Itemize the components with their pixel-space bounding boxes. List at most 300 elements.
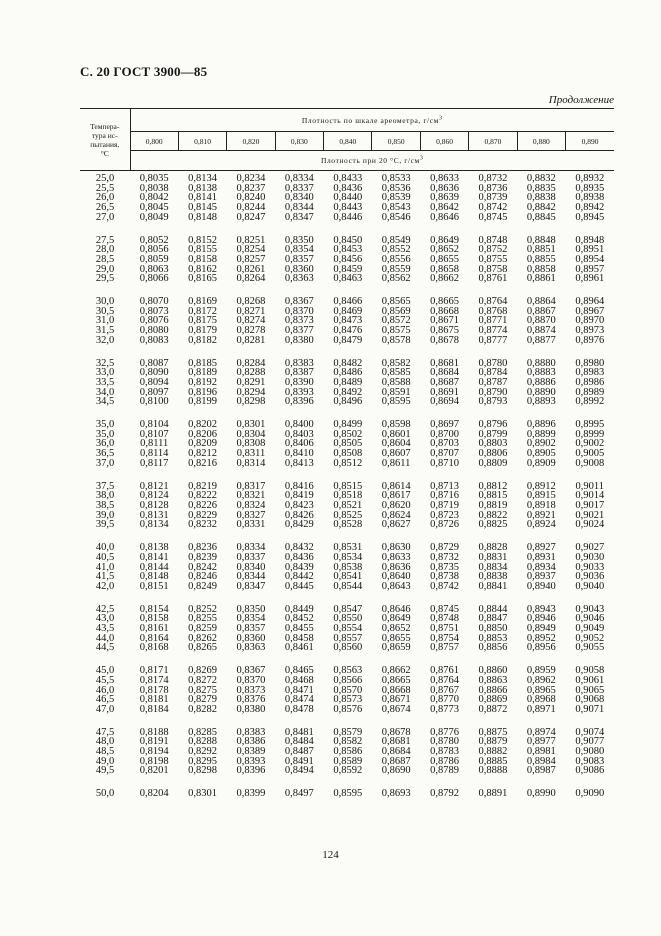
- density-cell: 0,8764: [430, 674, 459, 686]
- table-body: [80, 171, 614, 799]
- table-row: [80, 336, 614, 346]
- density-cell: 0,8489: [333, 376, 363, 388]
- density-cell: 0,8745: [430, 603, 459, 615]
- density-cell: 0,8347: [284, 211, 314, 223]
- density-cell: 0,8761: [478, 273, 508, 285]
- density-cell: 0,8687: [430, 376, 459, 388]
- density-cell: 0,8413: [284, 457, 314, 469]
- density-cell: 0,8496: [333, 396, 363, 408]
- density-cell: 0,8497: [284, 788, 314, 800]
- density-cell: 0,8128: [139, 499, 169, 511]
- density-cell: 0,8295: [188, 755, 218, 767]
- density-cell: 0,8274: [236, 315, 266, 327]
- density-cell: 0,8860: [478, 665, 508, 677]
- density-cell: 0,8419: [284, 490, 314, 502]
- temperature-cell: 40,0: [95, 542, 115, 554]
- density-cell: 0,8399: [236, 788, 266, 800]
- density-cell: 0,8872: [478, 703, 508, 715]
- density-cell: 0,8486: [333, 367, 363, 379]
- density-cell: 0,8473: [333, 315, 363, 327]
- temperature-cell: 33,5: [95, 376, 115, 388]
- density-cell: 0,8383: [236, 726, 266, 738]
- density-cell: 0,8154: [139, 603, 169, 615]
- density-cell: 0,8271: [236, 305, 266, 317]
- density-cell: 0,8748: [478, 234, 508, 246]
- temperature-cell: 48,0: [95, 736, 115, 748]
- density-cell: 0,8646: [430, 211, 459, 223]
- density-cell: 0,8643: [381, 580, 411, 592]
- density-cell: 0,8665: [430, 296, 459, 308]
- density-cell: 0,8671: [430, 315, 459, 327]
- density-cell: 0,8620: [381, 499, 411, 511]
- density-cell: 0,8684: [430, 367, 459, 379]
- temperature-cell: 39,5: [95, 519, 115, 531]
- density-cell: 0,8576: [333, 703, 363, 715]
- scale-column-header: 0,870: [469, 132, 517, 151]
- density-cell: 0,9036: [575, 571, 605, 583]
- scale-column-header: 0,890: [566, 132, 614, 151]
- group-spacer: [80, 592, 614, 605]
- density-cell: 0,8239: [188, 551, 218, 563]
- density-cell: 0,8825: [478, 519, 508, 531]
- density-cell: 0,8684: [381, 746, 411, 758]
- density-cell: 0,8815: [478, 490, 508, 502]
- density-cell: 0,8738: [430, 571, 459, 583]
- density-cell: 0,8370: [284, 305, 314, 317]
- density-cell: 0,8327: [236, 509, 266, 521]
- density-cell: 0,8076: [139, 315, 169, 327]
- density-cell: 0,8445: [284, 580, 314, 592]
- density-cell: 0,8288: [236, 367, 266, 379]
- temperature-cell: 43,5: [95, 623, 115, 635]
- density-cell: 0,8440: [333, 192, 363, 204]
- density-cell: 0,8556: [381, 253, 411, 265]
- density-cell: 0,8370: [236, 674, 266, 686]
- density-cell: 0,8694: [430, 396, 459, 408]
- density-cell: 0,8515: [333, 480, 363, 492]
- spacer-cell: [80, 469, 614, 482]
- density-cell: 0,8278: [236, 325, 266, 337]
- density-cell: 0,9021: [575, 509, 605, 521]
- density-cell: 0,9030: [575, 551, 605, 563]
- density-cell: 0,8141: [188, 192, 218, 204]
- density-cell: 0,8918: [526, 499, 556, 511]
- density-cell: 0,8275: [188, 684, 218, 696]
- density-cell: 0,8291: [236, 376, 266, 388]
- density-cell: 0,8059: [139, 253, 169, 265]
- density-cell: 0,8890: [526, 386, 556, 398]
- density-cell: 0,9090: [575, 788, 605, 800]
- density-cell: 0,8134: [188, 173, 218, 184]
- density-cell: 0,8206: [188, 428, 218, 440]
- density-cell: 0,8713: [430, 480, 459, 492]
- density-cell: 0,8144: [139, 561, 169, 573]
- density-cell: 0,8446: [333, 211, 363, 223]
- unit-exponent: 3: [439, 115, 443, 121]
- density-cell: 0,8575: [381, 325, 411, 337]
- density-cell: 0,8855: [526, 253, 556, 265]
- density-cell: 0,8279: [188, 694, 218, 706]
- table-row: [80, 459, 614, 469]
- density-cell: 0,8896: [526, 419, 556, 431]
- density-cell: 0,8192: [188, 376, 218, 388]
- group-spacer: [80, 715, 614, 728]
- density-cell: 0,9046: [575, 613, 605, 625]
- table-row: [80, 766, 614, 776]
- density-cell: 0,8104: [139, 419, 169, 431]
- density-cell: 0,8518: [333, 490, 363, 502]
- density-cell: 0,9005: [575, 448, 605, 460]
- density-cell: 0,8543: [381, 202, 411, 214]
- density-cell: 0,8707: [430, 448, 459, 460]
- density-cell: 0,8598: [381, 419, 411, 431]
- continuation-label: Продолжение: [548, 94, 614, 106]
- scale-column-header: 0,820: [227, 132, 275, 151]
- density-cell: 0,8236: [188, 542, 218, 554]
- temperature-cell: 44,0: [95, 632, 115, 644]
- density-cell: 0,8262: [188, 632, 218, 644]
- density-cell: 0,8799: [478, 428, 508, 440]
- density-cell: 0,8768: [478, 305, 508, 317]
- density-cell: 0,8835: [526, 182, 556, 194]
- density-cell: 0,8902: [526, 438, 556, 450]
- table-row: [80, 520, 614, 530]
- density-cell: 0,8443: [333, 202, 363, 214]
- temperature-cell: 47,0: [95, 703, 115, 715]
- density-cell: 0,8850: [478, 623, 508, 635]
- density-cell: 0,8761: [430, 665, 459, 677]
- density-cell: 0,8899: [526, 428, 556, 440]
- density-cell: 0,8201: [139, 765, 169, 777]
- density-cell: 0,8726: [430, 519, 459, 531]
- density-cell: 0,8986: [575, 376, 605, 388]
- density-cell: 0,8469: [333, 305, 363, 317]
- density-cell: 0,8742: [430, 580, 459, 592]
- density-cell: 0,8264: [236, 273, 266, 285]
- density-cell: 0,8541: [333, 571, 363, 583]
- temperature-cell: 28,0: [95, 244, 115, 256]
- density-cell: 0,8659: [381, 642, 411, 654]
- density-cell: 0,8893: [526, 396, 556, 408]
- density-cell: 0,8531: [333, 542, 363, 554]
- density-cell: 0,8809: [478, 457, 508, 469]
- temperature-column-header: [80, 109, 130, 171]
- density-cell: 0,8155: [188, 244, 218, 256]
- density-cell: 0,8148: [188, 211, 218, 223]
- density-cell: 0,8863: [478, 674, 508, 686]
- density-cell: 0,8780: [430, 736, 459, 748]
- density-cell: 0,8340: [284, 192, 314, 204]
- density-cell: 0,8482: [333, 357, 363, 369]
- density-cell: 0,8774: [478, 325, 508, 337]
- density-cell: 0,8410: [284, 448, 314, 460]
- density-cell: 0,8847: [478, 613, 508, 625]
- density-cell: 0,8735: [430, 561, 459, 573]
- density-cell: 0,8212: [188, 448, 218, 460]
- table-row: [80, 274, 614, 284]
- density-cell: 0,8242: [188, 561, 218, 573]
- density-cell: 0,8935: [575, 182, 605, 194]
- density-cell: 0,8396: [284, 396, 314, 408]
- density-cell: 0,8090: [139, 367, 169, 379]
- density-cell: 0,8272: [188, 674, 218, 686]
- density-cell: 0,8138: [188, 182, 218, 194]
- density-cell: 0,8995: [575, 419, 605, 431]
- density-cell: 0,8992: [575, 396, 605, 408]
- density-cell: 0,9065: [575, 684, 605, 696]
- density-cell: 0,8851: [526, 244, 556, 256]
- density-cell: 0,8565: [381, 296, 411, 308]
- density-cell: 0,8459: [333, 263, 363, 275]
- density-cell: 0,8403: [284, 428, 314, 440]
- temperature-cell: 47,5: [95, 726, 115, 738]
- density-cell: 0,8416: [284, 480, 314, 492]
- density-cell: 0,8450: [333, 234, 363, 246]
- density-cell: 0,8973: [575, 325, 605, 337]
- density-cell: 0,8614: [381, 480, 411, 492]
- density-cell: 0,8874: [526, 325, 556, 337]
- density-cell: 0,8595: [333, 788, 363, 800]
- density-cell: 0,8479: [333, 334, 363, 346]
- density-cell: 0,8678: [381, 726, 411, 738]
- density-cell: 0,8595: [381, 396, 411, 408]
- density-cell: 0,8589: [333, 755, 363, 767]
- temperature-cell: 37,0: [95, 457, 115, 469]
- density-cell: 0,8912: [526, 480, 556, 492]
- temperature-header-line: °C: [100, 148, 109, 158]
- density-cell: 0,8866: [478, 684, 508, 696]
- density-cell: 0,8748: [430, 613, 459, 625]
- density-cell: 0,8773: [430, 703, 459, 715]
- density-cell: 0,8793: [478, 396, 508, 408]
- density-cell: 0,8573: [333, 694, 363, 706]
- density-cell: 0,8789: [430, 765, 459, 777]
- group-spacer: [80, 223, 614, 236]
- density-cell: 0,9033: [575, 561, 605, 573]
- density-cell: 0,8145: [188, 202, 218, 214]
- density-cell: 0,8697: [430, 419, 459, 431]
- temperature-cell: 45,5: [95, 674, 115, 686]
- density-cell: 0,8822: [478, 509, 508, 521]
- density-scale-title: Плотность по шкале ареометра, г/см: [301, 115, 440, 125]
- density-cell: 0,8494: [284, 765, 314, 777]
- density-cell: 0,8204: [139, 788, 169, 800]
- density-cell: 0,9080: [575, 746, 605, 758]
- density-cell: 0,8534: [333, 551, 363, 563]
- density-cell: 0,8387: [284, 367, 314, 379]
- density-cell: 0,8191: [139, 736, 169, 748]
- density-cell: 0,8331: [236, 519, 266, 531]
- density-cell: 0,8655: [430, 253, 459, 265]
- density-cell: 0,8942: [575, 202, 605, 214]
- density-cell: 0,8883: [526, 367, 556, 379]
- density-cell: 0,8393: [284, 386, 314, 398]
- density-cell: 0,8554: [333, 623, 363, 635]
- density-cell: 0,8828: [478, 542, 508, 554]
- density-cell: 0,8633: [430, 173, 459, 184]
- density-cell: 0,8344: [284, 202, 314, 214]
- density-cell: 0,9083: [575, 755, 605, 767]
- density-cell: 0,8675: [430, 325, 459, 337]
- density-cell: 0,8247: [236, 211, 266, 223]
- density-cell: 0,8442: [284, 571, 314, 583]
- density-cell: 0,8981: [526, 746, 556, 758]
- table-row: [80, 789, 614, 799]
- density-cell: 0,8234: [236, 173, 266, 184]
- density-cell: 0,8165: [188, 273, 218, 285]
- density-cell: 0,8745: [478, 211, 508, 223]
- temperature-cell: 39,0: [95, 509, 115, 521]
- density-cell: 0,8114: [139, 448, 169, 460]
- temperature-cell: 34,0: [95, 386, 115, 398]
- density-cell: 0,8834: [478, 561, 508, 573]
- density-cell: 0,8877: [526, 334, 556, 346]
- density-cell: 0,8536: [381, 182, 411, 194]
- density-cell: 0,8557: [333, 632, 363, 644]
- density-cell: 0,8757: [430, 642, 459, 654]
- density-cell: 0,8732: [430, 551, 459, 563]
- density-cell: 0,8151: [139, 580, 169, 592]
- density-cell: 0,8182: [188, 334, 218, 346]
- density-cell: 0,8954: [575, 253, 605, 265]
- density-cell: 0,8586: [333, 746, 363, 758]
- density-cell: 0,8931: [526, 551, 556, 563]
- density-cell: 0,8373: [284, 315, 314, 327]
- temperature-cell: 29,5: [95, 273, 115, 285]
- density-cell: 0,8842: [526, 202, 556, 214]
- density-cell: 0,8141: [139, 551, 169, 563]
- density-cell: 0,8292: [188, 746, 218, 758]
- density-cell: 0,8867: [526, 305, 556, 317]
- table-row: [80, 213, 614, 223]
- density-cell: 0,8226: [188, 499, 218, 511]
- density-cell: 0,8987: [526, 765, 556, 777]
- density-cell: 0,8487: [284, 746, 314, 758]
- density-cell: 0,8646: [381, 603, 411, 615]
- density-cell: 0,8888: [478, 765, 508, 777]
- density-cell: 0,8175: [188, 315, 218, 327]
- density-cell: 0,8246: [188, 571, 218, 583]
- density-cell: 0,9071: [575, 703, 605, 715]
- density-cell: 0,8578: [381, 334, 411, 346]
- density-cell: 0,8168: [139, 642, 169, 654]
- density-cell: 0,8636: [430, 182, 459, 194]
- density-cell: 0,8314: [236, 457, 266, 469]
- density-cell: 0,8690: [381, 765, 411, 777]
- temperature-cell: 26,0: [95, 192, 115, 204]
- density-cell: 0,8376: [236, 694, 266, 706]
- temperature-cell: 27,5: [95, 234, 115, 246]
- density-cell: 0,8905: [526, 448, 556, 460]
- temperature-cell: 41,5: [95, 571, 115, 583]
- density-cell: 0,8776: [430, 726, 459, 738]
- scale-column-header: 0,840: [324, 132, 372, 151]
- density-cell: 0,8671: [381, 694, 411, 706]
- density-cell: 0,8806: [478, 448, 508, 460]
- density-cell: 0,8288: [188, 736, 218, 748]
- density-cell: 0,8334: [284, 173, 314, 184]
- density-cell: 0,8426: [284, 509, 314, 521]
- density-cell: 0,8080: [139, 325, 169, 337]
- temperature-cell: 29,0: [95, 263, 115, 275]
- density-cell: 0,8716: [430, 490, 459, 502]
- density-cell: 0,8693: [381, 788, 411, 800]
- temperature-cell: 50,0: [95, 788, 115, 800]
- density-cell: 0,8463: [333, 273, 363, 285]
- density-cell: 0,8649: [381, 613, 411, 625]
- density-cell: 0,8569: [381, 305, 411, 317]
- density-cell: 0,8681: [381, 736, 411, 748]
- density-cell: 0,8360: [236, 632, 266, 644]
- density-cell: 0,8945: [575, 211, 605, 223]
- density-cell: 0,8134: [139, 519, 169, 531]
- table-header: [80, 109, 614, 171]
- density-cell: 0,8611: [381, 457, 411, 469]
- density-cell: 0,8390: [284, 376, 314, 388]
- density-cell: 0,8780: [478, 357, 508, 369]
- density-cell: 0,8861: [526, 273, 556, 285]
- density-cell: 0,8999: [575, 428, 605, 440]
- density-cell: 0,8164: [139, 632, 169, 644]
- density-cell: 0,8560: [333, 642, 363, 654]
- density-cell: 0,8886: [526, 376, 556, 388]
- density-cell: 0,8976: [575, 334, 605, 346]
- density-cell: 0,8803: [478, 438, 508, 450]
- density-cell: 0,8073: [139, 305, 169, 317]
- density-cell: 0,8042: [139, 192, 169, 204]
- density-cell: 0,9052: [575, 632, 605, 644]
- density-cell: 0,8961: [575, 273, 605, 285]
- density-cell: 0,8056: [139, 244, 169, 256]
- density-cell: 0,8436: [284, 551, 314, 563]
- temperature-cell: 46,5: [95, 694, 115, 706]
- temperature-cell: 40,5: [95, 551, 115, 563]
- density-cell: 0,8751: [430, 623, 459, 635]
- density-cell: 0,8792: [430, 788, 459, 800]
- density-cell: 0,8484: [284, 736, 314, 748]
- density-cell: 0,8294: [236, 386, 266, 398]
- density-cell: 0,8301: [188, 788, 218, 800]
- density-cell: 0,8853: [478, 632, 508, 644]
- density-cell: 0,8943: [526, 603, 556, 615]
- density-cell: 0,8649: [430, 234, 459, 246]
- scale-column-header: 0,810: [178, 132, 226, 151]
- density-cell: 0,8474: [284, 694, 314, 706]
- density-cell: 0,8492: [333, 386, 363, 398]
- spacer-cell: [80, 592, 614, 605]
- density-cell: 0,8754: [430, 632, 459, 644]
- density-cell: 0,8179: [188, 325, 218, 337]
- density-cell: 0,9011: [575, 480, 604, 492]
- density-cell: 0,8970: [575, 315, 605, 327]
- density-cell: 0,8869: [478, 694, 508, 706]
- density-cell: 0,8367: [284, 296, 314, 308]
- density-cell: 0,9043: [575, 603, 605, 615]
- density-cell: 0,8334: [236, 542, 266, 554]
- density-cell: 0,8455: [284, 623, 314, 635]
- density-cell: 0,8956: [526, 642, 556, 654]
- temperature-cell: 31,0: [95, 315, 115, 327]
- density-cell: 0,8158: [188, 253, 218, 265]
- density-cell: 0,9049: [575, 623, 605, 635]
- density-cell: 0,8347: [236, 580, 266, 592]
- density-cell: 0,8107: [139, 428, 169, 440]
- density-cell: 0,8585: [381, 367, 411, 379]
- density-cell: 0,8219: [188, 480, 218, 492]
- density-cell: 0,8703: [430, 438, 459, 450]
- density-cell: 0,8582: [333, 736, 363, 748]
- temperature-cell: 27,0: [95, 211, 115, 223]
